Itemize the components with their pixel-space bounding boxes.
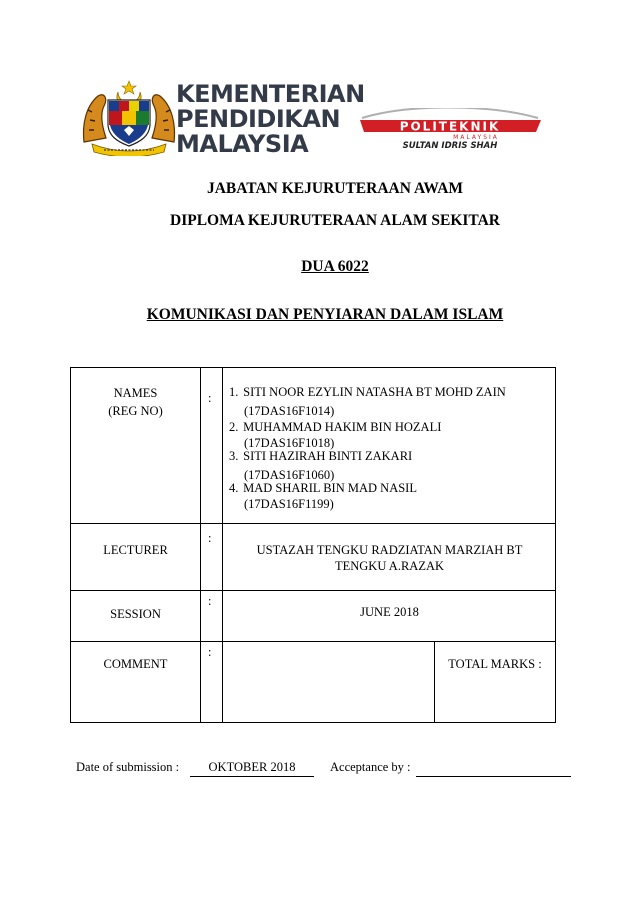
lecturer-name xyxy=(222,542,557,574)
session-colon: : xyxy=(208,594,212,608)
politeknik-logo xyxy=(358,108,543,150)
member-reg-no: (17DAS16F1014) xyxy=(244,404,335,418)
submission-value: OKTOBER 2018 xyxy=(208,760,296,774)
member-number: 3. xyxy=(229,449,239,463)
politeknik-logo-name: SULTAN IDRIS SHAH xyxy=(402,141,498,150)
member-reg-no: (17DAS16F1018) xyxy=(244,436,335,450)
member-reg-no: (17DAS16F1199) xyxy=(244,497,334,511)
row-divider xyxy=(71,523,555,524)
submission-label: Date of submission : xyxy=(76,760,180,774)
member-number: 2. xyxy=(229,420,239,434)
member-number: 4. xyxy=(229,481,239,495)
course-name: KOMUNIKASI DAN PENYIARAN DALAM ISLAM xyxy=(146,306,504,323)
member-entry xyxy=(229,419,559,451)
info-table xyxy=(70,367,556,723)
ministry-line-1: KEMENTERIAN xyxy=(176,80,365,108)
programme-title: DIPLOMA KEJURUTERAAN ALAM SEKITAR xyxy=(170,212,500,229)
names-label xyxy=(71,385,200,419)
member-entry xyxy=(229,448,559,483)
politeknik-logo-title: POLITEKNIK xyxy=(399,119,501,134)
ministry-line-2: PENDIDIKAN xyxy=(176,105,341,133)
lecturer-label: LECTURER xyxy=(103,543,168,557)
names-colon: : xyxy=(208,391,212,405)
member-name: SITI NOOR EZYLIN NATASHA BT MOHD ZAIN xyxy=(243,385,506,399)
lecturer-colon: : xyxy=(208,531,212,545)
member-name: SITI HAZIRAH BINTI ZAKARI xyxy=(243,449,413,463)
total-marks-label: TOTAL MARKS : xyxy=(448,657,542,671)
comment-field[interactable] xyxy=(222,648,434,720)
department-title: JABATAN KEJURUTERAAN AWAM xyxy=(206,180,464,197)
ministry-line-3: MALAYSIA xyxy=(176,130,309,158)
session-label: SESSION xyxy=(110,607,161,621)
session-value: JUNE 2018 xyxy=(360,605,419,619)
comment-colon: : xyxy=(208,645,212,659)
member-reg-no: (17DAS16F1060) xyxy=(244,468,335,482)
row-divider xyxy=(71,641,555,642)
submission-underline xyxy=(190,776,314,777)
member-number: 1. xyxy=(229,385,239,399)
lecturer-name-line-2: TENGKU A.RAZAK xyxy=(334,559,445,573)
ministry-logo-text xyxy=(176,80,365,158)
member-name: MAD SHARIL BIN MAD NASIL xyxy=(243,481,417,495)
course-code: DUA 6022 xyxy=(301,258,369,275)
column-divider xyxy=(200,368,201,722)
names-label-line-1: NAMES xyxy=(113,386,158,400)
acceptance-label: Acceptance by : xyxy=(330,760,411,774)
politeknik-logo-sub: MALAYSIA xyxy=(453,134,499,141)
malaysia-coat-of-arms-logo xyxy=(80,80,178,156)
member-entry xyxy=(229,480,559,512)
names-label-line-2: (REG NO) xyxy=(108,404,163,418)
acceptance-signature-line[interactable] xyxy=(416,776,571,777)
member-entry xyxy=(229,384,559,419)
member-name: MUHAMMAD HAKIM BIN HOZALI xyxy=(243,420,442,434)
comment-label: COMMENT xyxy=(103,657,168,671)
lecturer-name-line-1: USTAZAH TENGKU RADZIATAN MARZIAH BT xyxy=(256,543,523,557)
row-divider xyxy=(71,590,555,591)
column-divider xyxy=(434,641,435,722)
